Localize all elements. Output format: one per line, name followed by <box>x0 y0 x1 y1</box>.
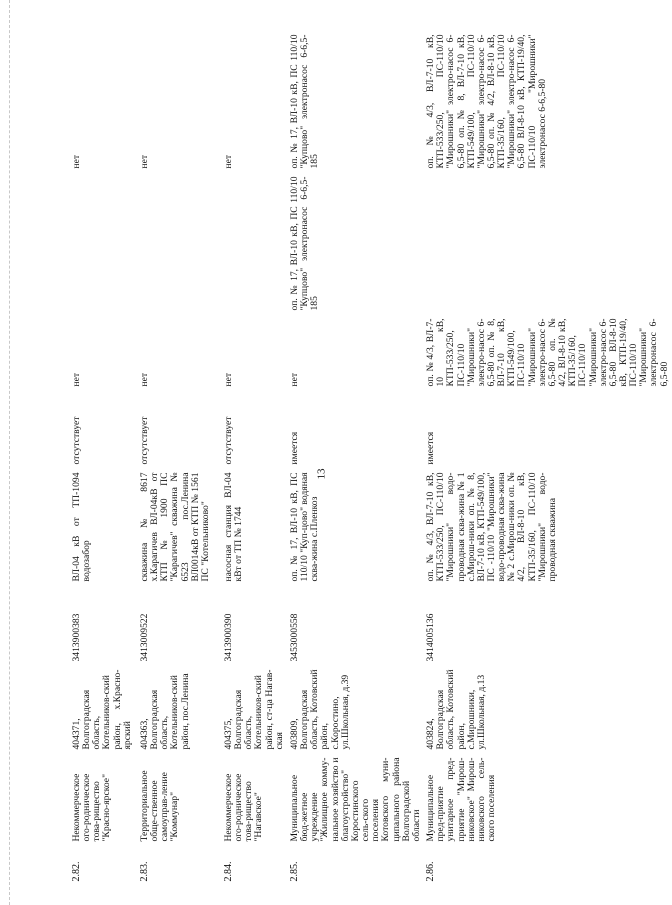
reserve-status: отсутствует <box>223 416 234 465</box>
category-status: оп. № 4/3, ВЛ-7-10 кВ, КТП-533/250, ПС-110/10 "Мирошники" электро-насос 6-6,5-80 оп. № 8, ВЛ-7-10 кВ, КТП-549/100, ПС-110/10 "Мирошники" электро-насос 6-6,5-80 оп. № 4/2, ВЛ-8-10 кВ, КТП-35/160, ПС-110/10 "Мирошники" электро-насос 6-6,5-80 ВЛ-8-10 кВ, КТП-19/40, ПС-110/10 "Мирошники" электронасос 6-6,5-80 <box>425 318 670 387</box>
power-object: оп. № 4/3, ВЛ-7-10 кВ, КТП-533/250, ПС-110/10 "Мирошники" водо-проводная сква-жина № 1 с.Мирош-ники оп. № 8, ВЛ-7-10 кВ, КТП-549/100, ПС -110/10 "Мирошники" водо-проводная сква-жина № 2 с.Мирош-ники оп. № 4/2, ВЛ-8-10 кВ, КТП-35/160, ПС-110/10 "Мирошники" водо-проводная скважина <box>425 472 558 582</box>
organization-address: 403809, Волгоградская область, Котовский район, с.Коростино, ул.Школьная, д.39 <box>289 669 351 750</box>
source-secondary: оп. № 4/3, ВЛ-7-10 кВ, КТП-533/250, ПС-110/10 "Мирошники" электро-насос 6-6,5-80 оп. № 8, ВЛ-7-10 кВ, КТП-549/100, ПС-110/10 "Мирошники" электро-насос 6-6,5-80 оп. № 4/2, ВЛ-8-10 кВ, КТП-35/160, ПС-110/10 "Мирошники" электро-насос 6-6,5-80 ВЛ-8-10 кВ, КТП-19/40, ПС-110/10 "Мирошники" электронасос 6-6,5-80 <box>425 34 548 169</box>
row-number: 2.85. <box>289 861 300 882</box>
source-secondary: нет <box>71 154 82 169</box>
organization-name: Муниципальное пред-приятие унитарное пред-приятие "Мирош-никовское" Мирош-никовского сель-ского поселения <box>425 757 497 842</box>
source-primary <box>70 173 138 315</box>
category-status: нет <box>71 372 82 387</box>
inn-code: 3413009522 <box>139 613 150 662</box>
row-number: 2.82. <box>71 861 82 882</box>
power-object: ВЛ-04 кВ от ТП-1094 водозабор <box>71 472 93 582</box>
row-number: 2.84. <box>223 861 234 882</box>
table-row <box>222 31 288 886</box>
source-secondary: оп. № 17, ВЛ-10 кВ, ПС 110/10 "Купцово" электронасос 6-6,5-185 <box>289 34 321 169</box>
source-primary <box>138 173 222 315</box>
row-number: 2.83. <box>139 861 150 882</box>
table-row <box>424 31 672 886</box>
table-row <box>288 31 424 886</box>
organization-name: Территориальное обще-ственное самоуправ-ление "Коммунар" <box>139 770 181 842</box>
inn-code: 3453000558 <box>289 613 300 662</box>
organization-name: Некоммерческое ого-родническое това-рищество "Красно-ярское" <box>71 773 113 842</box>
source-secondary: нет <box>139 154 150 169</box>
category-status: нет <box>289 372 300 387</box>
inn-code: 3413900383 <box>71 613 82 662</box>
organization-address: 404371, Волгоградская область, Котельников-ский район, х.Красно-ярский <box>71 669 133 750</box>
reserve-status: имеется <box>289 431 300 465</box>
reserve-status: отсутствует <box>71 416 82 465</box>
power-object: насосная станция ВЛ-04 кВт от ТП № 1744 <box>223 472 245 582</box>
organization-address: 404375, Волгоградская область, Котельников-ский район, ст-ца Нагав-ская <box>223 669 285 750</box>
inn-code: 3413900390 <box>223 613 234 662</box>
table-row <box>70 31 138 886</box>
organization-name: Некоммерческое ого-родническое това-рищество "Нагавское" <box>223 773 265 842</box>
power-object: скважина № 8617 х.Карагичев ВЛ-04кВ от КТП № 1900 ПС "Карагичев" скважина № 6523 пос.Ленина ВЛ0014кВ от КТП № 1561 ПС "Котельниково" <box>139 472 211 582</box>
rotated-table-container <box>70 31 670 886</box>
organization-address: 403824, Волгоградская область, Котовский район, с.Мирошники, ул.Школьная, д.13 <box>425 669 487 750</box>
reserve-status: отсутствует <box>139 416 150 465</box>
consumers-table <box>70 31 672 886</box>
power-object: оп. № 17, ВЛ-10 кВ, ПС 110/10 "Куп-цово" водяная сква-жина с.Пленкоз <box>289 472 321 582</box>
inn-code: 3414005136 <box>425 613 437 662</box>
organization-name: Муниципальное бюд-жетное учреждение "Жилищное комму-нальное хозяйство и благоустройство" Коростинского сель-ского поселения Котовского муни-ципального района Волгоградской области <box>289 757 422 842</box>
category-status: нет <box>139 372 150 387</box>
reserve-status: имеется <box>425 431 437 465</box>
binding-margin-line <box>9 0 10 905</box>
page-number: 13 <box>315 468 328 480</box>
source-primary: оп. № 17, ВЛ-10 кВ, ПС 110/10 "Купцово" электронасос 6-6,5-185 <box>289 176 321 311</box>
source-primary <box>424 173 672 315</box>
organization-address: 404363, Волгоградская область, Котельников-ский район, пос.Ленина <box>139 673 191 750</box>
source-primary <box>222 173 288 315</box>
table-row <box>138 31 222 886</box>
source-secondary: нет <box>223 154 234 169</box>
row-number: 2.86. <box>425 861 437 882</box>
category-status: нет <box>223 372 234 387</box>
